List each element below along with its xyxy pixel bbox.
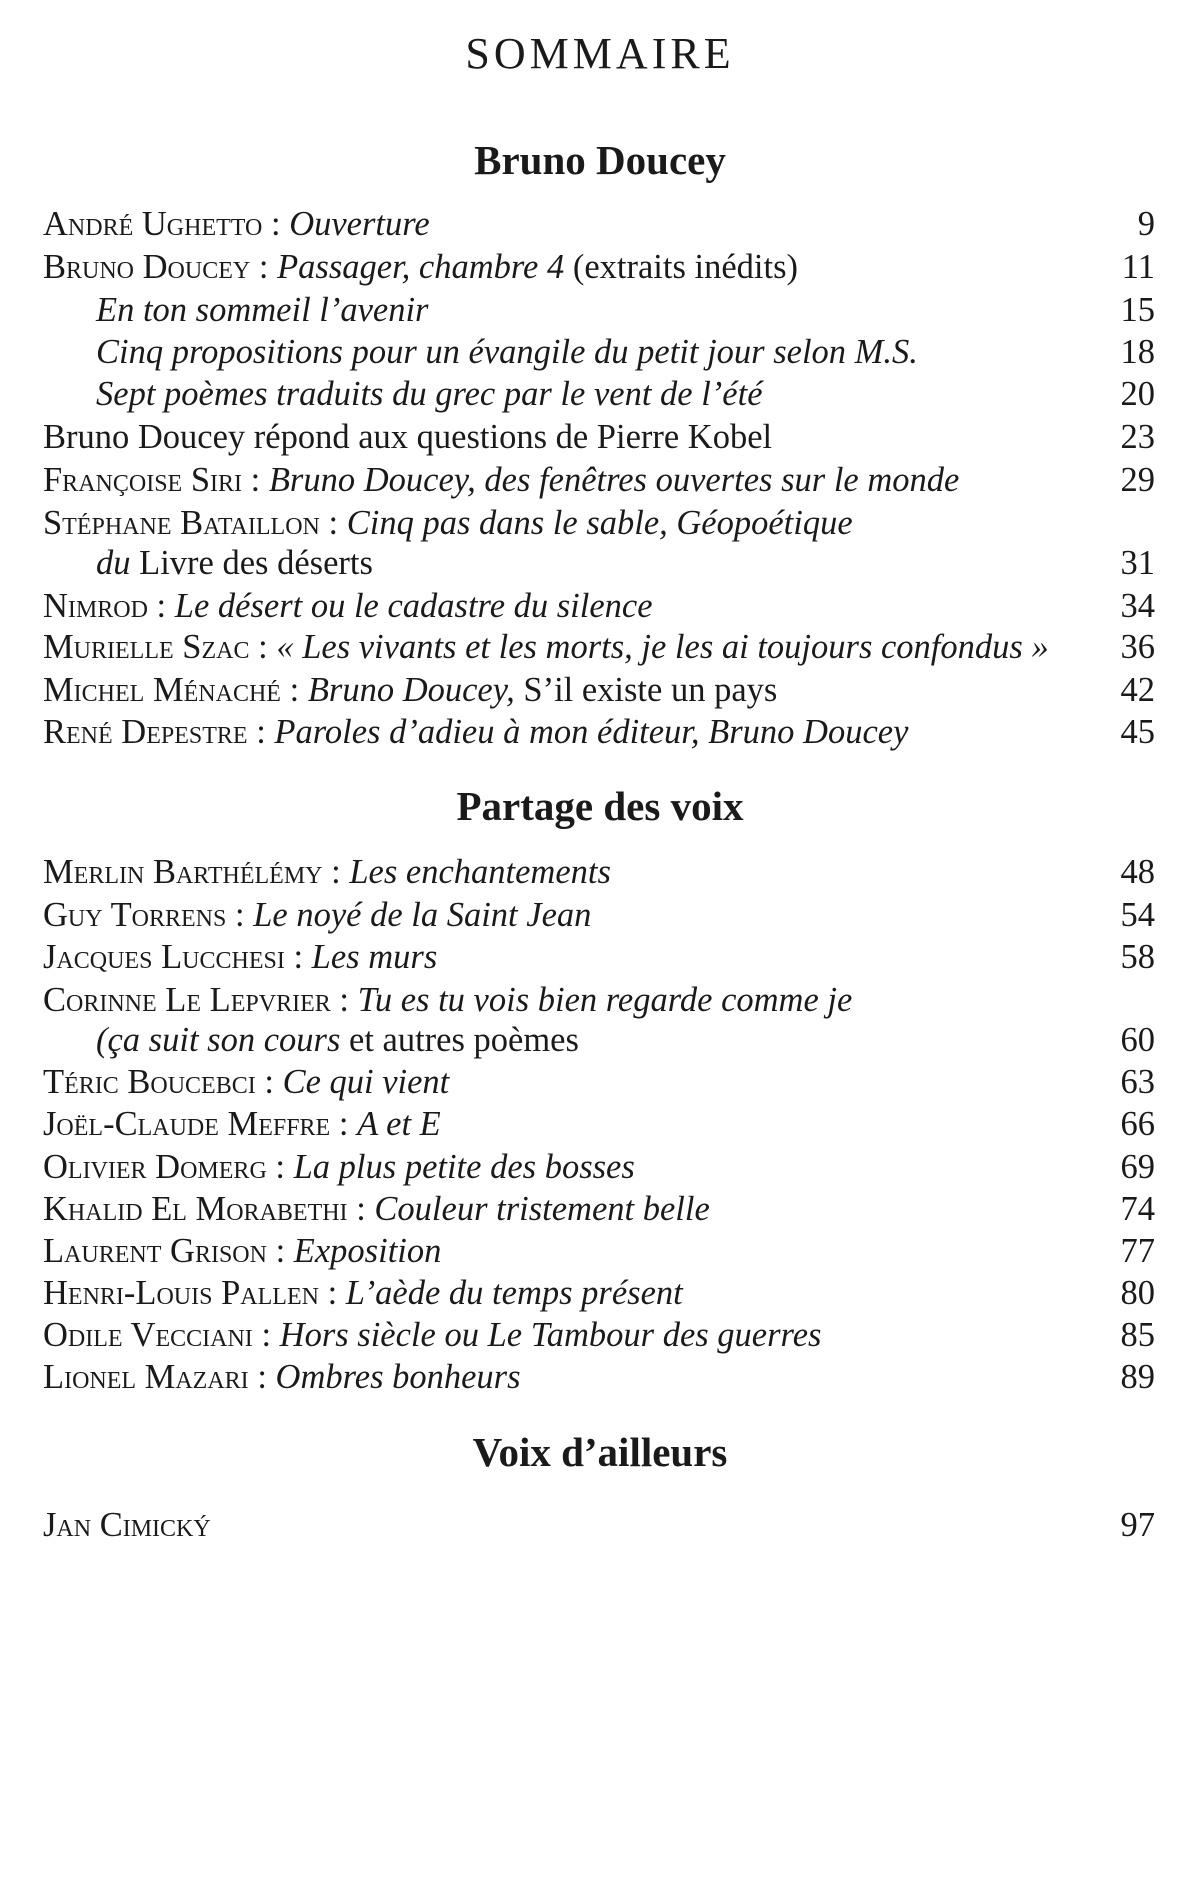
entry-work: Cinq propositions pour un évangile du petit jour selon M.S.	[96, 333, 918, 371]
entry-note: S’il existe un pays	[523, 671, 778, 709]
entry-page: 9	[1137, 205, 1155, 243]
entry-work: Ombres bonheurs	[275, 1358, 521, 1396]
entry-author: Jan Cimický	[43, 1506, 211, 1544]
entry-work: La plus petite des bosses	[293, 1148, 635, 1186]
toc-entry: Olivier Domerg : La plus petite des bosses 69	[43, 1142, 1155, 1192]
entry-page: 18	[1120, 333, 1155, 371]
toc-entry: Jacques Lucchesi : Les murs 58	[43, 932, 1155, 982]
toc-entry: Nimrod : Le désert ou le cadastre du silence 34	[43, 581, 1155, 631]
entry-work: Tu es tu vois bien regarde comme je	[357, 981, 853, 1019]
toc-entry: André Ughetto : Ouverture 9	[43, 199, 1155, 249]
entry-work: Les murs	[311, 938, 438, 976]
entry-work: Le noyé de la Saint Jean	[253, 896, 592, 934]
entry-page: 36	[1120, 628, 1155, 666]
entry-author: Lionel Mazari	[43, 1358, 249, 1396]
entry-page: 97	[1120, 1506, 1155, 1544]
entry-author: René Depestre	[43, 713, 248, 751]
entry-work: Ouverture	[289, 205, 430, 243]
entry-page: 48	[1120, 853, 1155, 891]
entry-author: Murielle Szac	[43, 628, 250, 666]
entry-author: André Ughetto	[43, 205, 263, 243]
entry-author: Nimrod	[43, 587, 148, 625]
toc-entry: Bruno Doucey : Passager, chambre 4 (extraits inédits) 11	[43, 242, 1155, 292]
entry-page: 31	[1120, 544, 1155, 582]
entry-page: 69	[1120, 1148, 1155, 1186]
entry-author: Odile Vecciani	[43, 1316, 253, 1354]
entry-author: Michel Ménaché	[43, 671, 281, 709]
entry-page: 80	[1120, 1274, 1155, 1312]
entry-work: Sept poèmes traduits du grec par le vent de l’été	[96, 375, 763, 413]
toc-entry: Corinne Le Lepvrier : Tu es tu vois bien regarde comme je	[43, 981, 853, 1019]
entry-work: Hors siècle ou Le Tambour des guerres	[279, 1316, 822, 1354]
entry-text: et autres poèmes	[349, 1021, 579, 1059]
entry-work: En ton sommeil l’avenir	[96, 291, 429, 329]
entry-page: 54	[1120, 896, 1155, 934]
entry-text: Bruno Doucey répond aux questions de Pierre Kobel	[43, 418, 773, 456]
entry-author: Laurent Grison	[43, 1232, 267, 1270]
entry-work: Bruno Doucey,	[307, 671, 515, 709]
entry-author: Merlin Barthélémy	[43, 853, 323, 891]
toc-entry: Khalid El Morabethi : Couleur tristement belle 74	[43, 1184, 1155, 1234]
entry-work: Exposition	[293, 1232, 442, 1270]
entry-page: 29	[1120, 461, 1155, 499]
entry-work: Le désert ou le cadastre du silence	[174, 587, 653, 625]
entry-author: Corinne Le Lepvrier	[43, 981, 331, 1019]
entry-text: Livre des déserts	[139, 544, 373, 582]
toc-entry: Odile Vecciani : Hors siècle ou Le Tambour des guerres 85	[43, 1310, 1155, 1360]
entry-author: Joël-Claude Meffre	[43, 1105, 331, 1143]
entry-page: 45	[1120, 713, 1155, 751]
entry-work: Cinq pas dans le sable, Géopoétique	[346, 504, 853, 542]
entry-page: 15	[1120, 291, 1155, 329]
toc-entry: Henri-Louis Pallen : L’aède du temps présent 80	[43, 1268, 1155, 1318]
entry-work: Bruno Doucey, des fenêtres ouvertes sur le monde	[268, 461, 960, 499]
toc-entry: Laurent Grison : Exposition 77	[43, 1226, 1155, 1276]
entry-page: 58	[1120, 938, 1155, 976]
toc-entry	[43, 1500, 1155, 1550]
entry-page: 89	[1120, 1358, 1155, 1396]
entry-work: L’aède du temps présent	[345, 1274, 683, 1312]
toc-entry: Lionel Mazari : Ombres bonheurs 89	[43, 1352, 1155, 1402]
entry-work: Paroles d’adieu à mon éditeur, Bruno Doucey	[274, 713, 909, 751]
entry-page: 66	[1120, 1105, 1155, 1143]
entry-page: 74	[1120, 1190, 1155, 1228]
section-heading-voix-d-ailleurs: Voix d’ailleurs	[472, 1429, 728, 1475]
toc-entry: Téric Boucebci : Ce qui vient 63	[43, 1057, 1155, 1107]
toc-entry: Stéphane Bataillon : Cinq pas dans le sable, Géopoétique	[43, 504, 853, 542]
entry-author: Khalid El Morabethi	[43, 1190, 348, 1228]
entry-work: Passager, chambre 4	[277, 248, 565, 286]
page-title: SOMMAIRE	[465, 29, 735, 78]
toc-entry: Michel Ménaché : Bruno Doucey, S’il existe un pays 42	[43, 665, 1155, 715]
toc-entry: René Depestre : Paroles d’adieu à mon éditeur, Bruno Doucey 45	[43, 707, 1155, 757]
entry-author: Bruno Doucey	[43, 248, 251, 286]
toc-entry: Françoise Siri : Bruno Doucey, des fenêtres ouvertes sur le monde 29	[43, 455, 1155, 505]
entry-author: Téric Boucebci	[43, 1063, 256, 1101]
entry-work: Couleur tristement belle	[374, 1190, 710, 1228]
entry-author: Stéphane Bataillon	[43, 504, 320, 542]
entry-author: Guy Torrens	[43, 896, 227, 934]
entry-page: 77	[1120, 1232, 1155, 1270]
entry-author: Olivier Domerg	[43, 1148, 267, 1186]
entry-author: Henri-Louis Pallen	[43, 1274, 319, 1312]
entry-page: 42	[1120, 671, 1155, 709]
toc-entry: Merlin Barthélémy : Les enchantements 48	[43, 847, 1155, 897]
entry-work: du	[96, 544, 131, 582]
entry-page: 11	[1121, 248, 1155, 286]
entry-page: 23	[1120, 418, 1155, 456]
entry-work: Les enchantements	[349, 853, 611, 891]
entry-page: 34	[1120, 587, 1155, 625]
toc-entry: Murielle Szac : « Les vivants et les morts, je les ai toujours confondus » 36	[43, 622, 1155, 672]
toc-entry: Guy Torrens : Le noyé de la Saint Jean 54	[43, 890, 1155, 940]
entry-page: 63	[1120, 1063, 1155, 1101]
section-heading-partage-des-voix: Partage des voix	[456, 783, 744, 829]
entry-author: Jacques Lucchesi	[43, 938, 285, 976]
entry-page: 20	[1120, 375, 1155, 413]
entry-page: 85	[1120, 1316, 1155, 1354]
section-heading-bruno-doucey: Bruno Doucey	[474, 137, 726, 183]
toc-entry: Joël-Claude Meffre : A et E 66	[43, 1099, 1155, 1149]
entry-work: Ce qui vient	[282, 1063, 450, 1101]
entry-work: A et E	[357, 1105, 441, 1143]
entry-work: (ça suit son cours	[96, 1021, 341, 1059]
entry-page: 60	[1120, 1021, 1155, 1059]
entry-work: « Les vivants et les morts, je les ai toujours confondus »	[276, 628, 1049, 666]
entry-author: Françoise Siri	[43, 461, 243, 499]
entry-note: (extraits inédits)	[572, 248, 799, 286]
